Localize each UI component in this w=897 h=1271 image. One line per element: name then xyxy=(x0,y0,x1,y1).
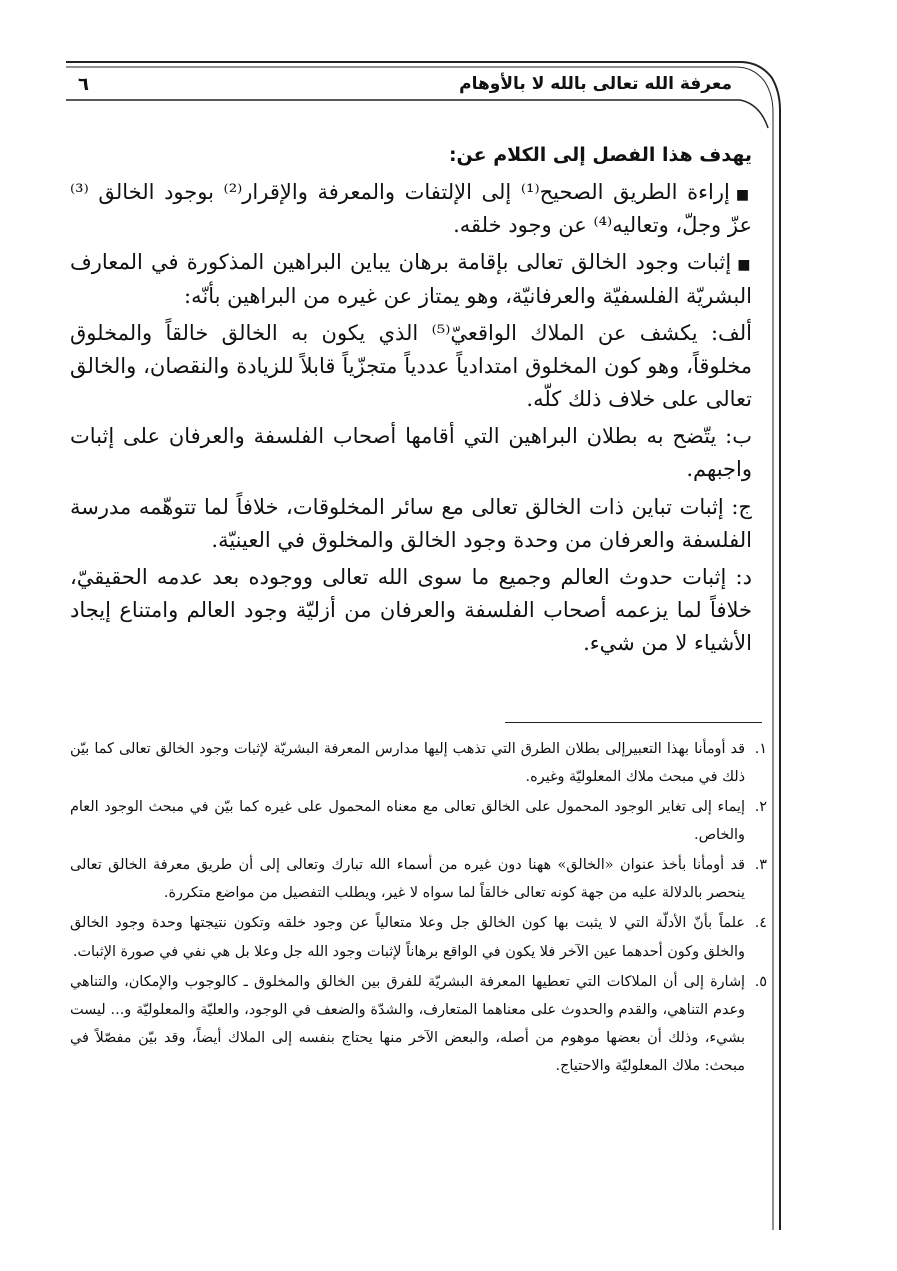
list-item-text: إراءة الطريق الصحيح⁽¹⁾ إلى الإلتفات والمعرفة والإقرار⁽²⁾ بوجود الخالق ⁽³⁾ عزّ وجلّ، وتعاليه⁽⁴⁾ عن وجود خلقه. xyxy=(70,180,752,238)
list-item xyxy=(70,246,752,312)
list-item xyxy=(70,317,752,417)
footnote-text: قد أومأنا بهذا التعبيرإلى بطلان الطرق التي تذهب إليها مدارس المعرفة البشريّة لإثبات وجود الخالق تعالى كما بيّن ذلك في مبحث ملاك المعلوليّة وغيره. xyxy=(70,741,745,786)
footnote xyxy=(70,851,767,907)
footnote-text: إيماء إلى تغاير الوجود المحمول على الخالق تعالى مع معناه المحمول على غيره كما بيّن في مبحث الوجود العام والخاص. xyxy=(70,799,745,844)
list-item xyxy=(70,491,752,557)
footnote xyxy=(70,909,767,965)
page-number: ٦ xyxy=(78,74,89,95)
list-item-text: د: إثبات حدوث العالم وجميع ما سوى الله تعالى ووجوده بعد عدمه الحقيقيّ، خلافاً لما يزعمه أصحاب الفلسفة والعرفان من أزليّة وجود العالم وامتناع إيجاد الأشياء لا من شيء. xyxy=(70,564,752,656)
footnote-number: ٣. xyxy=(754,857,767,874)
list-item xyxy=(70,420,752,486)
list-item-text: ج: إثبات تباين ذات الخالق تعالى مع سائر المخلوقات، خلافاً لما تتوهّمه مدرسة الفلسفة والعرفان من وحدة وجود الخالق والمخلوق في العينيّة. xyxy=(70,494,752,552)
footnote xyxy=(70,968,767,1080)
square-bullet-icon: ■ xyxy=(737,257,752,274)
running-header-title: معرفة الله تعالى بالله لا بالأوهام xyxy=(459,74,732,94)
list-item-text: ب: يتّضح به بطلان البراهين التي أقامها أصحاب الفلسفة والعرفان على إثبات واجبهم. xyxy=(70,424,752,482)
footnote-number: ٢. xyxy=(754,799,767,816)
footnotes xyxy=(70,735,767,1082)
footnote-number: ٤. xyxy=(754,915,767,932)
footnote-divider xyxy=(505,722,762,723)
footnote-number: ١. xyxy=(754,741,767,757)
list-item xyxy=(70,176,752,242)
footnote xyxy=(70,793,767,849)
square-bullet-icon: ■ xyxy=(735,187,752,204)
list-item xyxy=(70,561,752,661)
footnote-text: علماً بأنّ الأدلّة التي لا يثبت بها كون الخالق جل وعلا متعالياً عن وجود خلقه وتكون نتيجتها وحدة وجود الخالق والخلق وكون أحدهما عين الآخر فلا يكون في الواقع برهاناً لإثبات وجود الله جل وعلا بل هي نفي في صورة الإثبات. xyxy=(70,915,745,960)
footnote-number: ٥. xyxy=(754,973,767,990)
footnote-text: إشارة إلى أن الملاكات التي تعطيها المعرفة البشريّة للفرق بين الخالق والمخلوق ـ كالوجوب والإمكان، والتناهي وعدم التناهي، والقدم والحدوث على معناهما المتعارف، والشدّة والضعف في الوجود، والعليّة والمعلوليّة و... ليست بشيء، وذلك أن بعضها موهوم من أصله، والبعض الآخر منها يحتاج بنفسه إلى الملاك أيضاً، وقد بيّن مفصّلاً في مبحث: ملاك المعلوليّة والاحتياج. xyxy=(70,973,745,1074)
footnote xyxy=(70,735,767,791)
main-text xyxy=(70,140,752,664)
list-item-text: إثبات وجود الخالق تعالى بإقامة برهان يباين البراهين المذكورة في المعارف البشريّة الفلسفيّة والعرفانيّة، وهو يمتاز عن غيره من البراهين بأنّه: xyxy=(70,250,752,308)
footnote-text: قد أومأنا بأخذ عنوان «الخالق» ههنا دون غيره من أسماء الله تبارك وتعالى إلى أن طريق معرفة الخالق تعالى ينحصر بالدلالة عليه من جهة كونه تعالى خالقاً لما سواه لا غير، ويطلب التفصيل من مواضع متكررة. xyxy=(70,857,745,902)
list-item-text: ألف: يكشف عن الملاك الواقعيّ⁽⁵⁾ الذي يكون به الخالق خالقاً والمخلوق مخلوقاً، وهو كون المخلوق امتدادياً عددياً متجزّياً قابلاً للزيادة والنقصان، والخالق تعالى على خلاف ذلك كلّه. xyxy=(70,320,752,412)
chapter-intro: يهدف هذا الفصل إلى الكلام عن: xyxy=(448,144,752,166)
